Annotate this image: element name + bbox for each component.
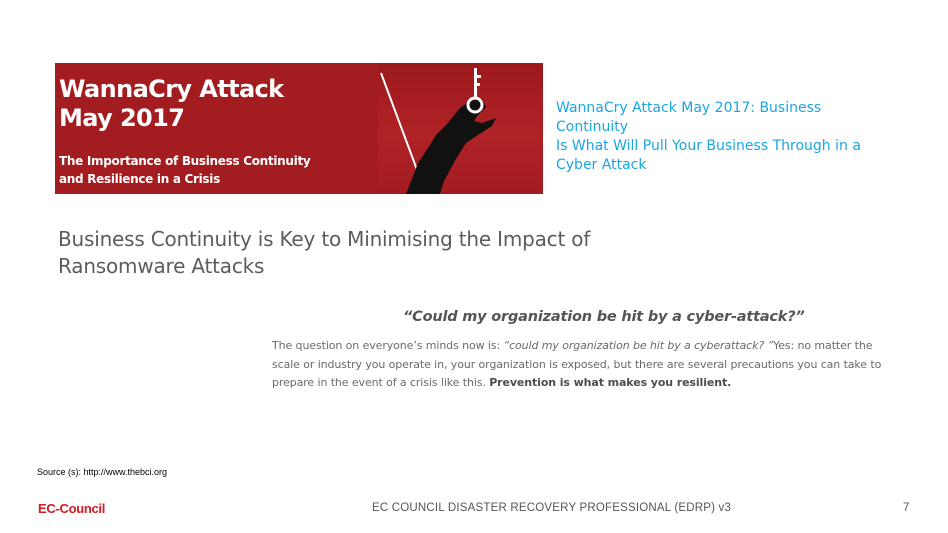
body-bold-statement: Prevention is what makes you resilient. [489, 376, 732, 389]
article-headline [58, 226, 590, 280]
article-link-line-3[interactable]: Cyber Attack [556, 157, 647, 173]
pull-quote: “Could my organization be hit by a cyber-attack?” [403, 309, 805, 325]
headline-line-1: Business Continuity is Key to Minimising the Impact of [58, 227, 591, 251]
body-italic-question: “could my organization be hit by a cyberattack? ” [503, 339, 774, 352]
banner-title-line-1: WannaCry Attack [59, 75, 284, 103]
body-intro: The question on everyone’s minds now is: [272, 339, 504, 352]
article-link[interactable] [556, 99, 896, 175]
banner-title-line-2: May 2017 [59, 104, 185, 132]
source-citation: Source (s): http://www.thebci.org [37, 467, 168, 477]
banner-title [59, 75, 284, 133]
article-link-line-1[interactable]: WannaCry Attack May 2017: Business Continuity [556, 100, 822, 135]
page-number: 7 [903, 502, 910, 514]
article-body [272, 337, 892, 393]
banner-subtitle-line-2: and Resilience in a Crisis [59, 172, 220, 186]
wannacry-banner-image [55, 63, 543, 194]
article-link-line-2[interactable]: Is What Will Pull Your Business Through in a [556, 138, 861, 154]
hand-holding-key-icon [378, 63, 543, 194]
headline-line-2: Ransomware Attacks [58, 254, 265, 278]
footer-title: EC COUNCIL DISASTER RECOVERY PROFESSIONAL (EDRP) v3 [372, 502, 732, 514]
banner-subtitle [59, 152, 310, 188]
body-middle: Yes: no matter the scale or industry you operate in, your organization is exposed, but there are several precautions you can take to prepare in the event of a crisis like this. [272, 339, 882, 389]
banner-subtitle-line-1: The Importance of Business Continuity [59, 154, 311, 168]
ec-council-logo: EC-Council [38, 501, 106, 516]
